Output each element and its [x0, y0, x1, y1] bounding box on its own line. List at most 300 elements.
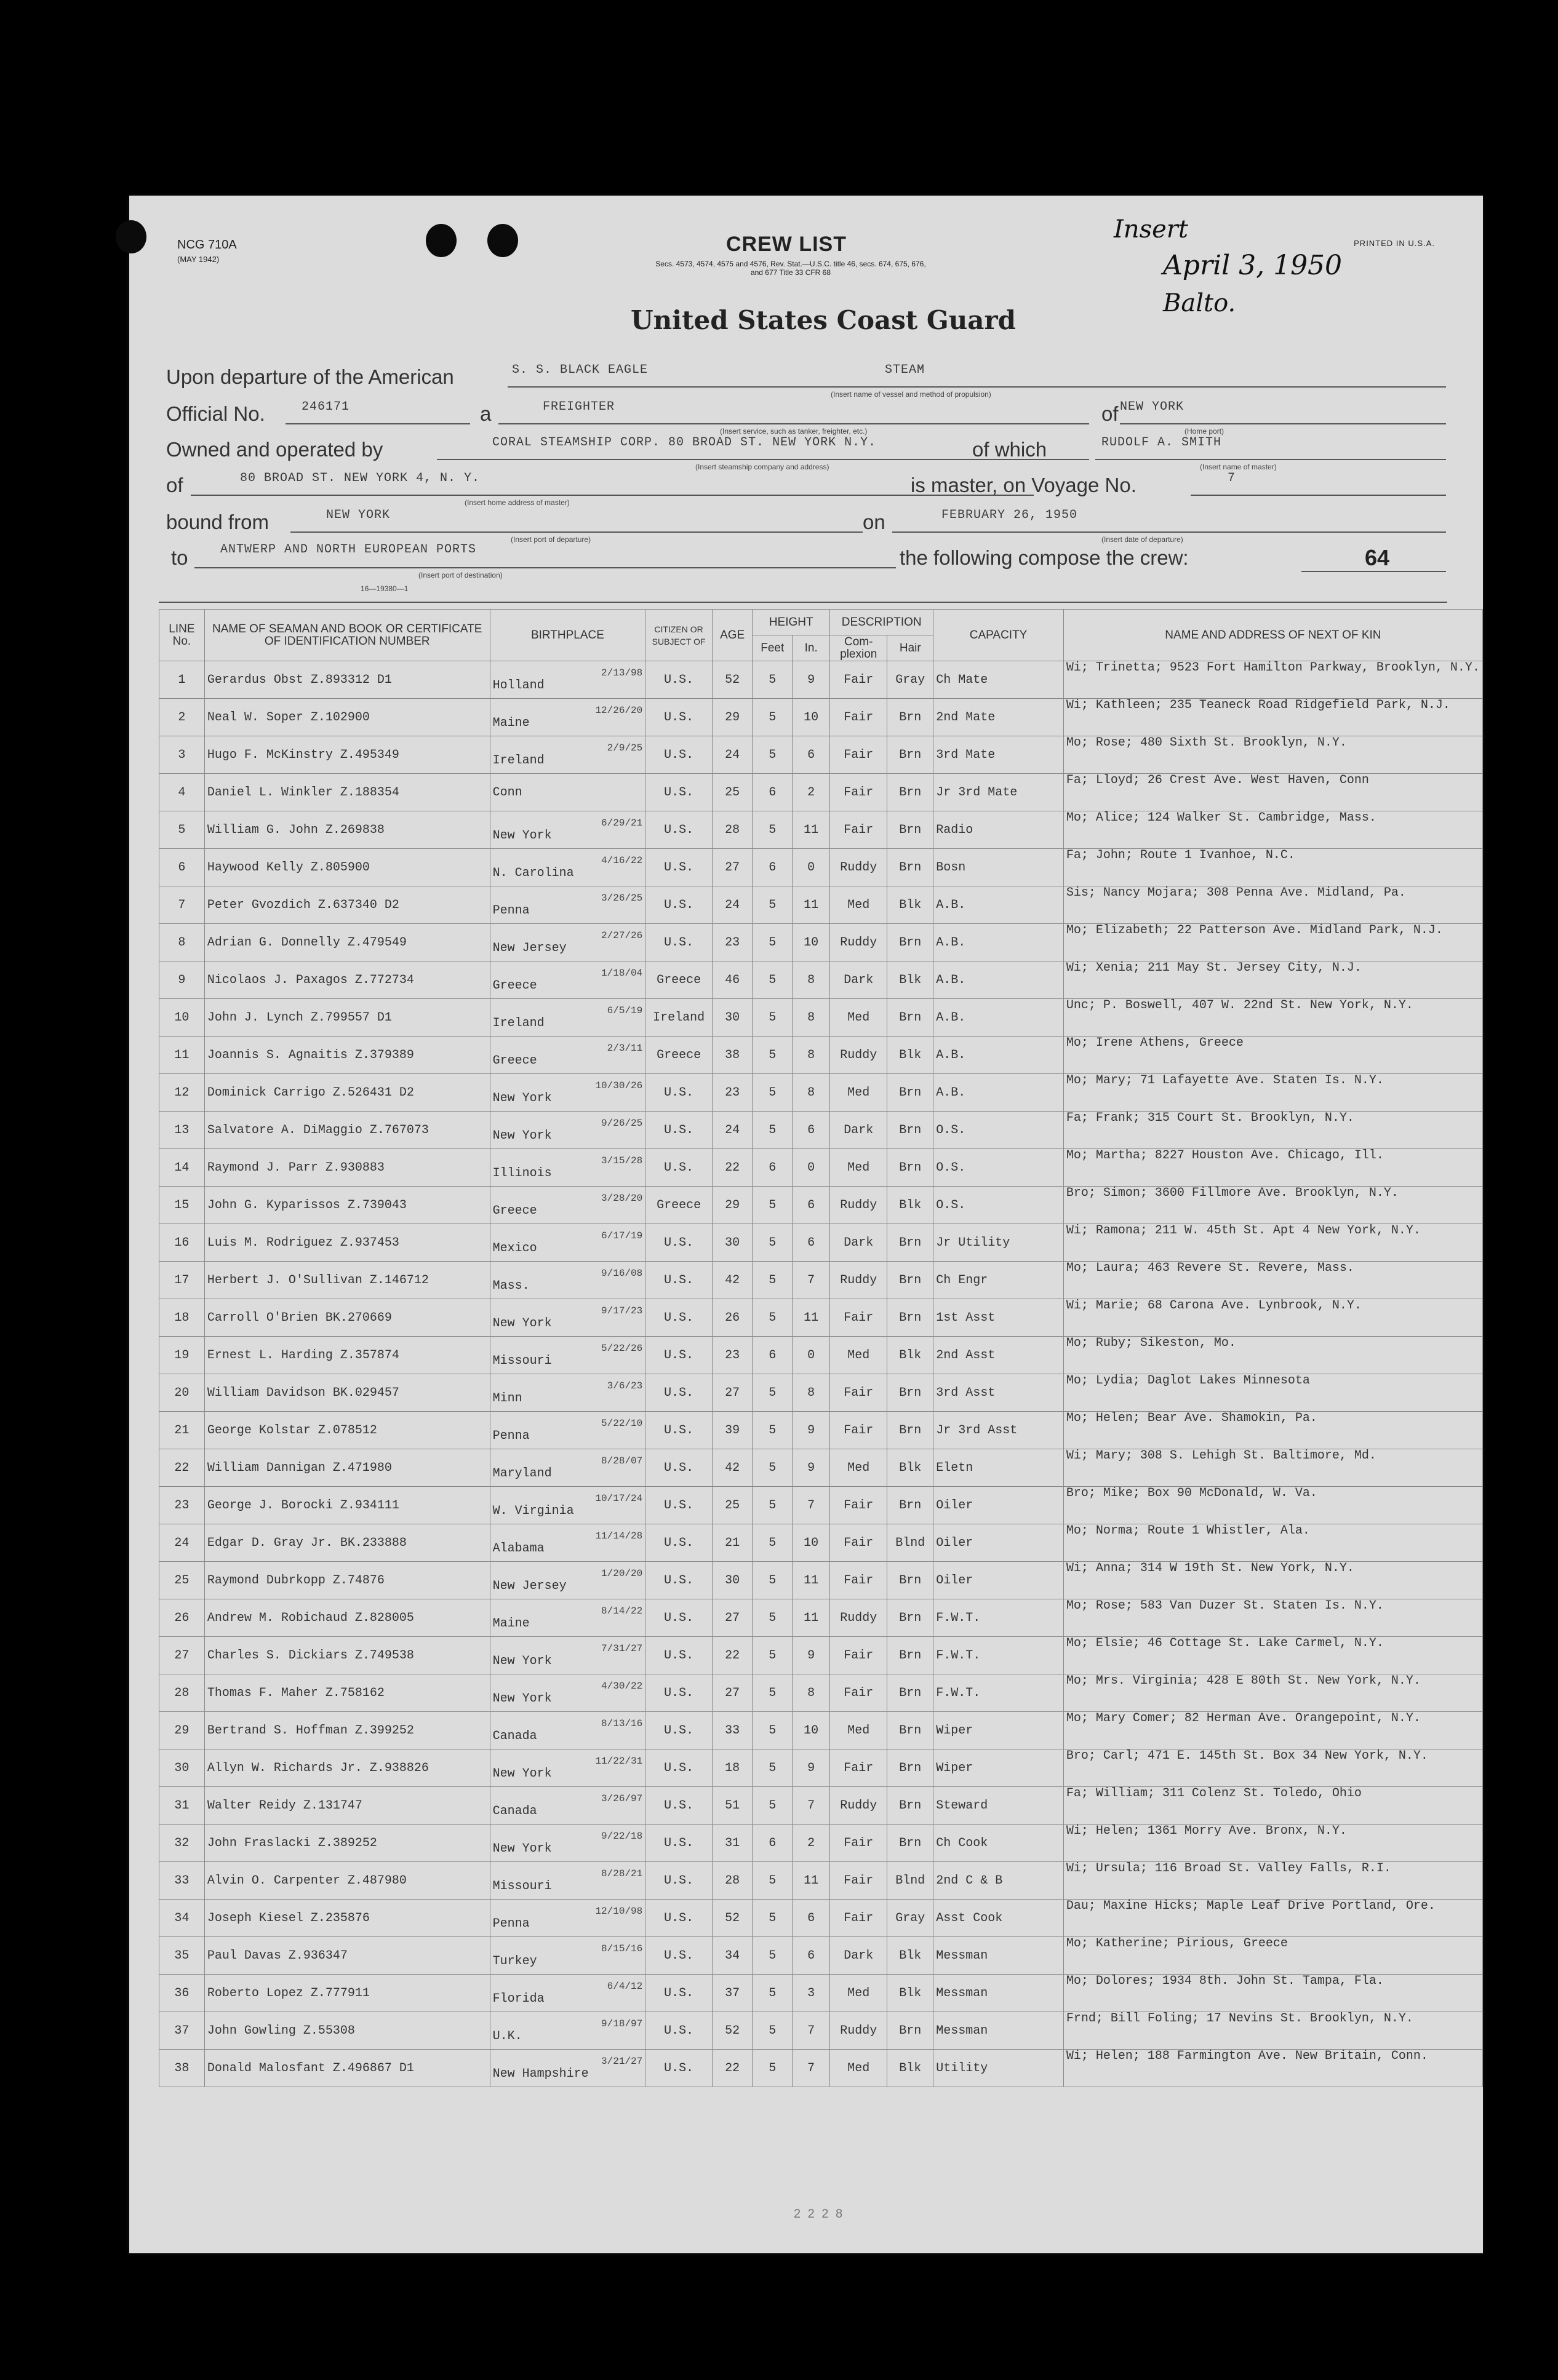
crew-birthplace [490, 849, 645, 886]
col-hair: Hair [887, 635, 933, 661]
crew-birthplace-text: Greece [492, 1203, 537, 1218]
crew-capacity: O.S. [933, 1112, 1064, 1149]
crew-birthdate: 8/13/16 [601, 1717, 643, 1729]
crew-line-number: 17 [159, 1262, 205, 1299]
crew-complexion: Fair [830, 1299, 887, 1337]
crew-age: 23 [712, 924, 752, 961]
crew-capacity: Radio [933, 811, 1064, 849]
crew-hair: Brn [887, 1712, 933, 1749]
crew-capacity: 1st Asst [933, 1299, 1064, 1337]
crew-capacity: 3rd Mate [933, 736, 1064, 774]
crew-hair: Brn [887, 1149, 933, 1187]
crew-birthplace [490, 2012, 645, 2050]
crew-birthplace-text: Illinois [492, 1166, 552, 1180]
destination: ANTWERP AND NORTH EUROPEAN PORTS [220, 543, 477, 557]
crew-height-feet: 5 [753, 1937, 793, 1975]
crew-hair: Blk [887, 1975, 933, 2012]
underline [508, 386, 1446, 388]
crew-height-inches: 6 [793, 1187, 830, 1224]
crew-name: Joseph Kiesel Z.235876 [204, 1900, 490, 1937]
crew-age: 25 [712, 774, 752, 811]
crew-row [159, 661, 1483, 699]
crew-birthplace [490, 1074, 645, 1112]
crew-row [159, 1749, 1483, 1787]
crew-capacity: F.W.T. [933, 1674, 1064, 1712]
crew-birthdate: 2/3/11 [607, 1042, 643, 1054]
crew-height-inches: 6 [793, 1112, 830, 1149]
crew-next-of-kin: Wi; Kathleen; 235 Teaneck Road Ridgefield Park, N.J. [1063, 699, 1482, 736]
crew-height-inches: 8 [793, 999, 830, 1037]
crew-next-of-kin: Wi; Anna; 314 W 19th St. New York, N.Y. [1063, 1562, 1482, 1599]
vessel-name: S. S. BLACK EAGLE [512, 363, 649, 377]
label-to: to [171, 546, 188, 569]
crew-next-of-kin: Mo; Helen; Bear Ave. Shamokin, Pa. [1063, 1412, 1482, 1449]
handwritten-note-insert: Insert [1114, 215, 1188, 244]
crew-capacity: Bosn [933, 849, 1064, 886]
crew-capacity: Jr 3rd Mate [933, 774, 1064, 811]
underline [1301, 571, 1446, 572]
crew-height-inches: 11 [793, 811, 830, 849]
crew-height-inches: 10 [793, 924, 830, 961]
crew-line-number: 7 [159, 886, 205, 924]
crew-height-feet: 5 [753, 1900, 793, 1937]
crew-capacity: A.B. [933, 961, 1064, 999]
underline [498, 423, 1089, 424]
crew-birthplace-text: New York [492, 828, 552, 843]
crew-birthplace-text: Missouri [492, 1353, 552, 1368]
crew-line-number: 24 [159, 1524, 205, 1562]
crew-birthdate: 10/17/24 [595, 1492, 643, 1504]
crew-hair: Brn [887, 1749, 933, 1787]
crew-name: Paul Davas Z.936347 [204, 1937, 490, 1975]
crew-complexion: Fair [830, 774, 887, 811]
crew-hair: Brn [887, 1787, 933, 1825]
crew-next-of-kin: Mo; Elsie; 46 Cottage St. Lake Carmel, N.Y. [1063, 1637, 1482, 1674]
crew-hair: Brn [887, 1412, 933, 1449]
crew-height-inches: 7 [793, 2012, 830, 2050]
crew-capacity: 2nd Asst [933, 1337, 1064, 1374]
crew-height-feet: 5 [753, 1562, 793, 1599]
crew-hair: Brn [887, 1637, 933, 1674]
crew-birthdate: 9/17/23 [601, 1305, 643, 1316]
crew-birthplace [490, 1749, 645, 1787]
crew-age: 39 [712, 1412, 752, 1449]
crew-name: Bertrand S. Hoffman Z.399252 [204, 1712, 490, 1749]
crew-hair: Blk [887, 886, 933, 924]
crew-complexion: Ruddy [830, 1262, 887, 1299]
crew-next-of-kin: Mo; Elizabeth; 22 Patterson Ave. Midland Park, N.J. [1063, 924, 1482, 961]
crew-next-of-kin: Frnd; Bill Foling; 17 Nevins St. Brooklyn, N.Y. [1063, 2012, 1482, 2050]
crew-height-feet: 5 [753, 1787, 793, 1825]
crew-row [159, 1787, 1483, 1825]
crew-birthplace-text: Canada [492, 1804, 537, 1818]
crew-hair: Brn [887, 1112, 933, 1149]
crew-age: 37 [712, 1975, 752, 2012]
crew-birthdate: 2/9/25 [607, 742, 643, 754]
crew-birthplace [490, 1825, 645, 1862]
crew-height-feet: 5 [753, 1975, 793, 2012]
crew-birthplace-text: New Hampshire [492, 2066, 589, 2081]
crew-height-inches: 6 [793, 1937, 830, 1975]
crew-birthplace-text: Maine [492, 715, 530, 730]
crew-birthplace-text: New York [492, 1691, 552, 1706]
crew-birthdate: 6/29/21 [601, 817, 643, 829]
crew-birthplace-text: Missouri [492, 1879, 552, 1893]
crew-height-feet: 5 [753, 961, 793, 999]
crew-hair: Brn [887, 1224, 933, 1262]
crew-capacity: Ch Cook [933, 1825, 1064, 1862]
crew-line-number: 31 [159, 1787, 205, 1825]
crew-citizenship: U.S. [645, 1787, 713, 1825]
crew-name: John Gowling Z.55308 [204, 2012, 490, 2050]
crew-citizenship: U.S. [645, 1074, 713, 1112]
crew-line-number: 23 [159, 1487, 205, 1524]
crew-capacity: Wiper [933, 1712, 1064, 1749]
crew-citizenship: Greece [645, 1037, 713, 1074]
crew-capacity: A.B. [933, 886, 1064, 924]
crew-line-number: 13 [159, 1112, 205, 1149]
crew-height-feet: 5 [753, 2012, 793, 2050]
crew-next-of-kin: Mo; Mary; 71 Lafayette Ave. Staten Is. N.Y. [1063, 1074, 1482, 1112]
crew-age: 51 [712, 1787, 752, 1825]
crew-height-inches: 8 [793, 1674, 830, 1712]
crew-citizenship: U.S. [645, 1524, 713, 1562]
crew-citizenship: U.S. [645, 699, 713, 736]
crew-height-feet: 6 [753, 1825, 793, 1862]
crew-age: 33 [712, 1712, 752, 1749]
crew-hair: Brn [887, 849, 933, 886]
crew-hair: Brn [887, 1374, 933, 1412]
crew-hair: Brn [887, 774, 933, 811]
crew-birthdate: 9/26/25 [601, 1117, 643, 1129]
hint-master-address: (Insert home address of master) [465, 498, 570, 507]
crew-birthplace [490, 1337, 645, 1374]
crew-birthplace-text: Ireland [492, 753, 545, 768]
crew-line-number: 30 [159, 1749, 205, 1787]
crew-complexion: Fair [830, 811, 887, 849]
crew-row [159, 1374, 1483, 1412]
crew-capacity: Jr 3rd Asst [933, 1412, 1064, 1449]
crew-birthdate: 2/13/98 [601, 667, 643, 679]
crew-complexion: Ruddy [830, 1787, 887, 1825]
crew-name: George Kolstar Z.078512 [204, 1412, 490, 1449]
crew-next-of-kin: Wi; Trinetta; 9523 Fort Hamilton Parkway, Brooklyn, N.Y. [1063, 661, 1482, 699]
crew-next-of-kin: Unc; P. Boswell, 407 W. 22nd St. New York, N.Y. [1063, 999, 1482, 1037]
crew-name: Andrew M. Robichaud Z.828005 [204, 1599, 490, 1637]
hint-departure-port: (Insert port of departure) [511, 535, 591, 544]
crew-line-number: 21 [159, 1412, 205, 1449]
crew-line-number: 18 [159, 1299, 205, 1337]
form-serial: 16—19380—1 [361, 584, 409, 593]
crew-citizenship: U.S. [645, 1449, 713, 1487]
crew-height-feet: 6 [753, 1149, 793, 1187]
crew-birthplace-text: Mexico [492, 1241, 537, 1256]
crew-name: Nicolaos J. Paxagos Z.772734 [204, 961, 490, 999]
crew-line-number: 11 [159, 1037, 205, 1074]
crew-complexion: Med [830, 999, 887, 1037]
crew-name: John J. Lynch Z.799557 D1 [204, 999, 490, 1037]
crew-capacity: F.W.T. [933, 1599, 1064, 1637]
crew-name: Gerardus Obst Z.893312 D1 [204, 661, 490, 699]
crew-citizenship: U.S. [645, 924, 713, 961]
crew-complexion: Fair [830, 1637, 887, 1674]
crew-age: 27 [712, 1674, 752, 1712]
crew-row [159, 1524, 1483, 1562]
crew-line-number: 32 [159, 1825, 205, 1862]
crew-height-feet: 5 [753, 924, 793, 961]
crew-birthplace [490, 811, 645, 849]
punch-hole [487, 224, 518, 257]
crew-capacity: A.B. [933, 999, 1064, 1037]
crew-birthdate: 3/26/25 [601, 892, 643, 904]
crew-name: Walter Reidy Z.131747 [204, 1787, 490, 1825]
crew-name: Salvatore A. DiMaggio Z.767073 [204, 1112, 490, 1149]
col-next-of-kin: NAME AND ADDRESS OF NEXT OF KIN [1063, 610, 1482, 661]
label-a: a [480, 402, 492, 425]
crew-row [159, 2012, 1483, 2050]
crew-height-feet: 5 [753, 1637, 793, 1674]
crew-next-of-kin: Wi; Mary; 308 S. Lehigh St. Baltimore, Md. [1063, 1449, 1482, 1487]
crew-capacity: Steward [933, 1787, 1064, 1825]
crew-birthplace [490, 1374, 645, 1412]
crew-row [159, 1412, 1483, 1449]
crew-next-of-kin: Wi; Marie; 68 Carona Ave. Lynbrook, N.Y. [1063, 1299, 1482, 1337]
crew-line-number: 1 [159, 661, 205, 699]
crew-citizenship: U.S. [645, 886, 713, 924]
crew-height-inches: 0 [793, 849, 830, 886]
crew-row [159, 1599, 1483, 1637]
crew-name: Alvin O. Carpenter Z.487980 [204, 1862, 490, 1900]
crew-birthplace [490, 1037, 645, 1074]
crew-next-of-kin: Mo; Martha; 8227 Houston Ave. Chicago, Ill. [1063, 1149, 1482, 1187]
crew-citizenship: U.S. [645, 1337, 713, 1374]
crew-name: Donald Malosfant Z.496867 D1 [204, 2050, 490, 2087]
vessel-propulsion: STEAM [885, 363, 925, 377]
handwritten-note-place: Balto. [1163, 289, 1236, 317]
crew-name: Raymond Dubrkopp Z.74876 [204, 1562, 490, 1599]
crew-birthplace-text: Penna [492, 1916, 530, 1931]
crew-birthplace [490, 1900, 645, 1937]
crew-next-of-kin: Wi; Helen; 1361 Morry Ave. Bronx, N.Y. [1063, 1825, 1482, 1862]
crew-row [159, 1149, 1483, 1187]
crew-birthplace [490, 1637, 645, 1674]
crew-birthplace [490, 1937, 645, 1975]
crew-birthplace-text: New Jersey [492, 1578, 567, 1593]
label-following: the following compose the crew: [900, 546, 1189, 569]
crew-birthdate: 6/5/19 [607, 1005, 643, 1016]
crew-citizenship: U.S. [645, 1224, 713, 1262]
underline [290, 531, 863, 533]
crew-birthplace [490, 1412, 645, 1449]
crew-citizenship: Greece [645, 961, 713, 999]
crew-age: 30 [712, 1224, 752, 1262]
crew-line-number: 14 [159, 1149, 205, 1187]
crew-capacity: O.S. [933, 1187, 1064, 1224]
crew-row [159, 1975, 1483, 2012]
crew-complexion: Med [830, 1712, 887, 1749]
crew-height-feet: 5 [753, 2050, 793, 2087]
master-address: 80 BROAD ST. NEW YORK 4, N. Y. [240, 471, 481, 485]
crew-age: 52 [712, 1900, 752, 1937]
crew-complexion: Dark [830, 1224, 887, 1262]
crew-age: 26 [712, 1299, 752, 1337]
crew-birthdate: 3/21/27 [601, 2055, 643, 2067]
crew-citizenship: U.S. [645, 1112, 713, 1149]
crew-hair: Brn [887, 811, 933, 849]
crew-birthplace [490, 1562, 645, 1599]
crew-row [159, 1449, 1483, 1487]
crew-complexion: Fair [830, 1900, 887, 1937]
crew-citizenship: U.S. [645, 1599, 713, 1637]
crew-age: 23 [712, 1337, 752, 1374]
col-name: NAME OF SEAMAN AND BOOK OR CERTIFICATE OF IDENTIFICATION NUMBER [204, 610, 490, 661]
crew-height-inches: 7 [793, 1262, 830, 1299]
crew-age: 28 [712, 811, 752, 849]
official-number: 246171 [302, 400, 350, 414]
crew-birthdate: 9/16/08 [601, 1267, 643, 1279]
crew-height-inches: 9 [793, 1449, 830, 1487]
crew-citizenship: Ireland [645, 999, 713, 1037]
crew-height-inches: 9 [793, 661, 830, 699]
crew-hair: Brn [887, 736, 933, 774]
statute-reference: Secs. 4573, 4574, 4575 and 4576, Rev. Stat.—U.S.C. title 46, secs. 674, 675, 676, and 677 Title 33 CFR 68 [655, 260, 926, 277]
crew-height-inches: 11 [793, 1562, 830, 1599]
printed-in-usa: PRINTED IN U.S.A. [1354, 239, 1435, 248]
crew-name: Charles S. Dickiars Z.749538 [204, 1637, 490, 1674]
crew-hair: Blk [887, 2050, 933, 2087]
departure-port: NEW YORK [326, 508, 391, 522]
crew-height-feet: 5 [753, 1674, 793, 1712]
crew-height-feet: 5 [753, 1262, 793, 1299]
crew-birthdate: 6/4/12 [607, 1980, 643, 1992]
crew-list-form [129, 196, 1483, 2253]
document-stamp: 2 2 2 8 [794, 2207, 845, 2221]
crew-row [159, 1262, 1483, 1299]
voyage-number: 7 [1228, 471, 1236, 485]
crew-birthplace [490, 999, 645, 1037]
crew-row [159, 886, 1483, 924]
crew-complexion: Ruddy [830, 1187, 887, 1224]
crew-row [159, 1825, 1483, 1862]
crew-complexion: Ruddy [830, 2012, 887, 2050]
crew-name: Joannis S. Agnaitis Z.379389 [204, 1037, 490, 1074]
col-citizen: CITIZEN OR SUBJECT OF [645, 610, 713, 661]
crew-age: 29 [712, 699, 752, 736]
crew-birthplace-text: Florida [492, 1991, 545, 2006]
crew-complexion: Med [830, 2050, 887, 2087]
crew-row [159, 1937, 1483, 1975]
crew-row [159, 849, 1483, 886]
crew-line-number: 20 [159, 1374, 205, 1412]
crew-age: 42 [712, 1449, 752, 1487]
crew-citizenship: U.S. [645, 849, 713, 886]
crew-line-number: 37 [159, 2012, 205, 2050]
crew-complexion: Fair [830, 1862, 887, 1900]
crew-capacity: Jr Utility [933, 1224, 1064, 1262]
crew-row [159, 774, 1483, 811]
crew-capacity: Utility [933, 2050, 1064, 2087]
crew-hair: Brn [887, 924, 933, 961]
crew-line-number: 16 [159, 1224, 205, 1262]
crew-row [159, 1674, 1483, 1712]
crew-height-feet: 5 [753, 1449, 793, 1487]
crew-line-number: 22 [159, 1449, 205, 1487]
crew-birthplace-text: New York [492, 1128, 552, 1143]
crew-citizenship: U.S. [645, 1825, 713, 1862]
crew-birthdate: 12/10/98 [595, 1905, 643, 1917]
crew-hair: Gray [887, 661, 933, 699]
crew-hair: Brn [887, 1825, 933, 1862]
underline [286, 423, 470, 424]
crew-citizenship: U.S. [645, 811, 713, 849]
crew-age: 30 [712, 999, 752, 1037]
crew-capacity: Eletn [933, 1449, 1064, 1487]
crew-complexion: Med [830, 1074, 887, 1112]
label-owned: Owned and operated by [166, 438, 383, 461]
crew-age: 52 [712, 661, 752, 699]
crew-name: John G. Kyparissos Z.739043 [204, 1187, 490, 1224]
crew-list-title: CREW LIST [726, 233, 847, 256]
crew-capacity: Wiper [933, 1749, 1064, 1787]
label-upon-departure: Upon departure of the American [166, 365, 454, 388]
punch-hole [426, 224, 457, 257]
crew-citizenship: U.S. [645, 1562, 713, 1599]
crew-line-number: 25 [159, 1562, 205, 1599]
crew-birthplace-text: W. Virginia [492, 1503, 574, 1518]
crew-birthplace-text: Maryland [492, 1466, 552, 1481]
crew-age: 34 [712, 1937, 752, 1975]
crew-birthplace [490, 1262, 645, 1299]
crew-birthplace-text: Ireland [492, 1016, 545, 1030]
crew-birthplace-text: Maine [492, 1616, 530, 1631]
hint-master-name: (Insert name of master) [1200, 463, 1277, 471]
crew-citizenship: U.S. [645, 1900, 713, 1937]
label-of-which: of which [972, 438, 1047, 461]
crew-hair: Brn [887, 1487, 933, 1524]
crew-citizenship: U.S. [645, 1712, 713, 1749]
crew-line-number: 6 [159, 849, 205, 886]
crew-height-feet: 6 [753, 849, 793, 886]
crew-birthplace [490, 886, 645, 924]
crew-height-inches: 7 [793, 1487, 830, 1524]
crew-row [159, 1037, 1483, 1074]
crew-height-feet: 5 [753, 1749, 793, 1787]
crew-birthdate: 11/22/31 [595, 1755, 643, 1767]
crew-birthplace-text: Turkey [492, 1954, 537, 1968]
crew-hair: Brn [887, 699, 933, 736]
crew-capacity: 2nd C & B [933, 1862, 1064, 1900]
crew-row [159, 1562, 1483, 1599]
crew-line-number: 36 [159, 1975, 205, 2012]
crew-citizenship: U.S. [645, 661, 713, 699]
crew-hair: Blk [887, 1937, 933, 1975]
crew-row [159, 961, 1483, 999]
crew-line-number: 5 [159, 811, 205, 849]
crew-birthplace-text: Greece [492, 978, 537, 993]
crew-complexion: Dark [830, 1112, 887, 1149]
crew-name: Peter Gvozdich Z.637340 D2 [204, 886, 490, 924]
hint-vessel: (Insert name of vessel and method of propulsion) [831, 390, 991, 399]
crew-complexion: Med [830, 1337, 887, 1374]
crew-birthplace [490, 1187, 645, 1224]
hint-service: (Insert service, such as tanker, freighter, etc.) [720, 427, 868, 436]
crew-capacity: O.S. [933, 1149, 1064, 1187]
crew-height-inches: 9 [793, 1749, 830, 1787]
crew-next-of-kin: Wi; Xenia; 211 May St. Jersey City, N.J. [1063, 961, 1482, 999]
crew-birthplace [490, 1787, 645, 1825]
crew-age: 22 [712, 2050, 752, 2087]
crew-line-number: 4 [159, 774, 205, 811]
